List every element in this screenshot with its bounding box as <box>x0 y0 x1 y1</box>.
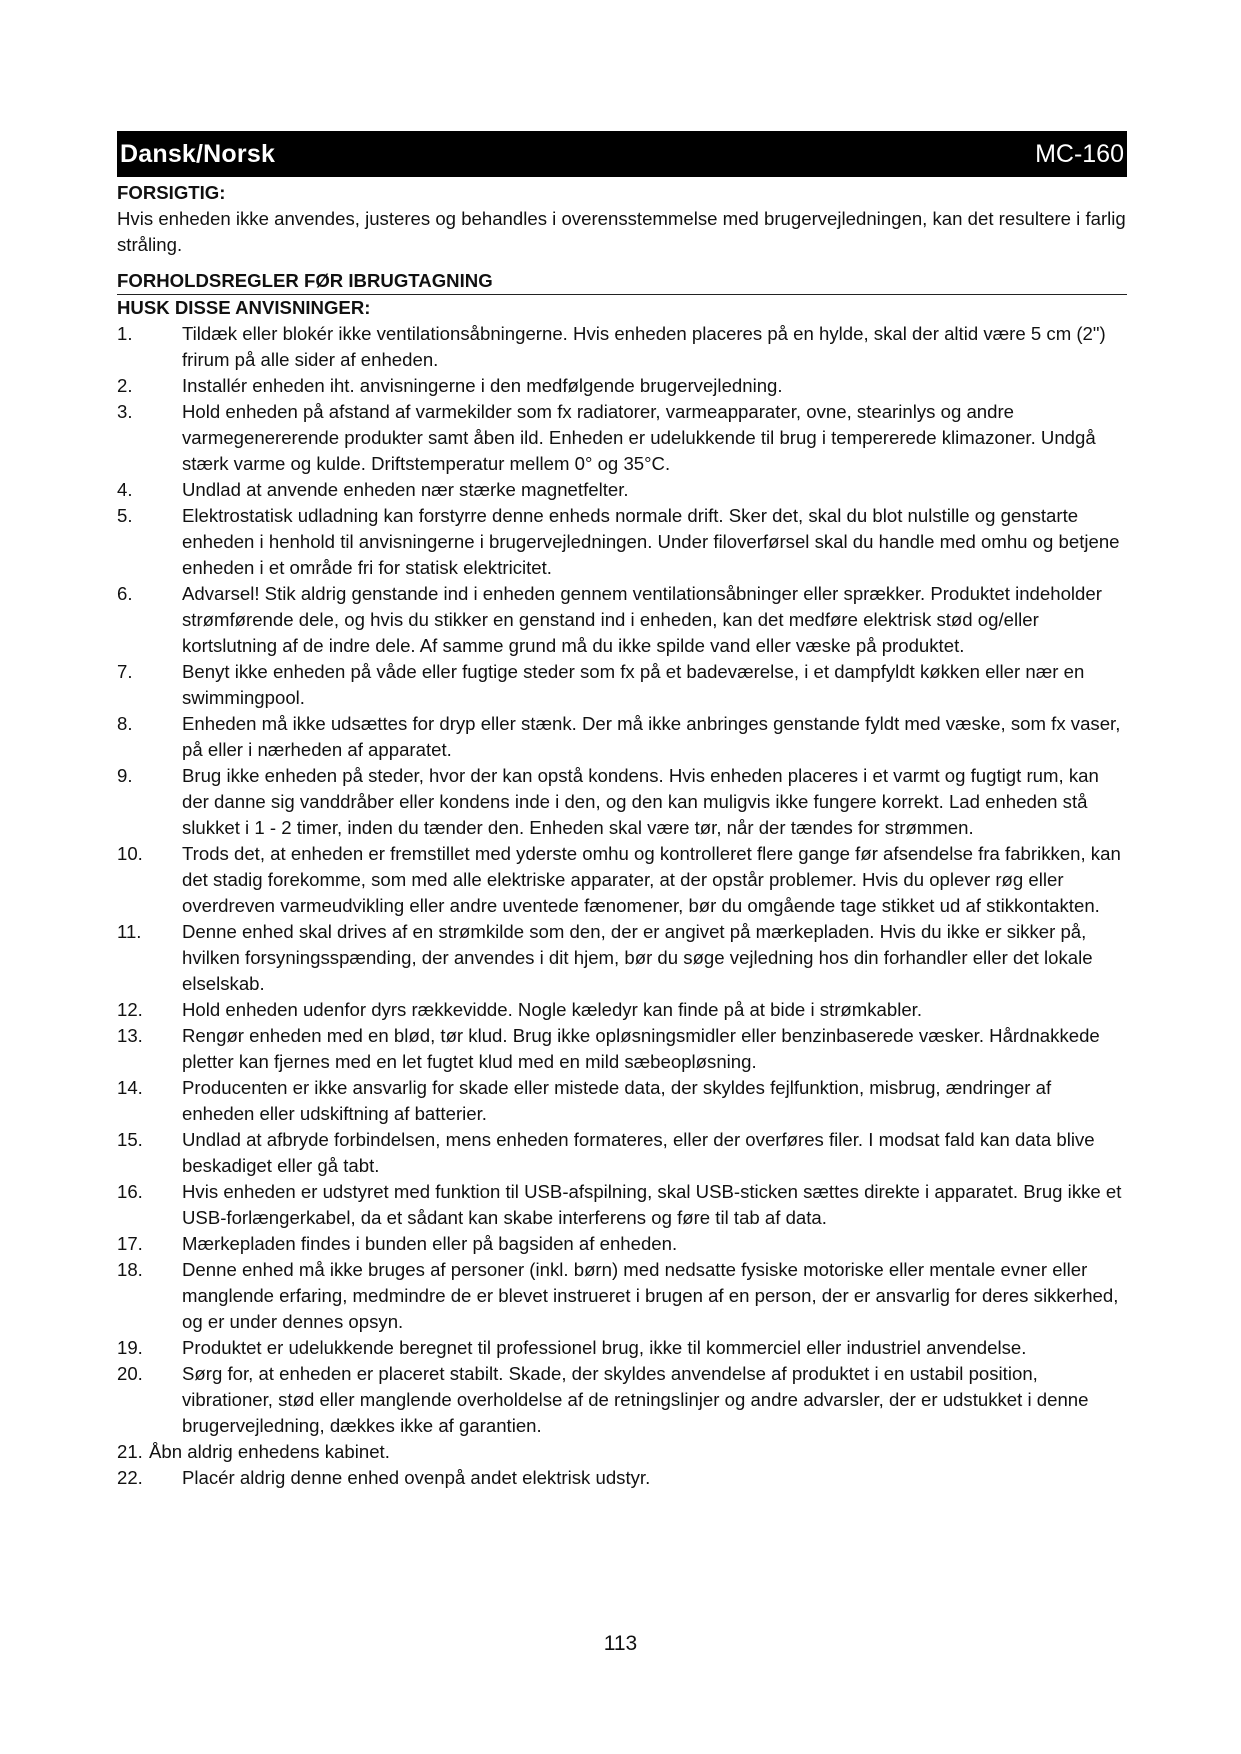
language-title: Dansk/Norsk <box>120 139 276 168</box>
precautions-list <box>117 321 1127 1491</box>
item-text: Enheden må ikke udsættes for dryp eller stænk. Der må ikke anbringes genstande fyldt med væske, som fx vaser, på eller i nærheden af apparatet. <box>182 713 1121 760</box>
item-text: Sørg for, at enheden er placeret stabilt. Skade, der skyldes anvendelse af produktet i en ustabil position, vibrationer, stød eller manglende overholdelse af de retningslinjer og andre advarsler, der er udstukket i denne brugervejledning, dækkes ikke af garantien. <box>182 1363 1089 1436</box>
item-number: 10. <box>117 843 143 864</box>
list-item <box>117 373 1127 399</box>
section-header-bar <box>117 131 1127 177</box>
list-item <box>117 321 1127 373</box>
item-number: 11. <box>117 921 142 942</box>
item-text: Tildæk eller blokér ikke ventilationsåbningerne. Hvis enheden placeres på en hylde, skal der altid være 5 cm (2") frirum på alle sider af enheden. <box>182 323 1106 370</box>
list-item <box>117 399 1127 477</box>
item-number: 21. <box>117 1441 143 1462</box>
list-item <box>117 503 1127 581</box>
item-text: Mærkepladen findes i bunden eller på bagsiden af enheden. <box>182 1233 678 1254</box>
item-number: 8. <box>117 713 133 734</box>
item-text: Hold enheden på afstand af varmekilder som fx radiatorer, varmeapparater, ovne, stearinlys og andre varmegenererende produkter samt åben ild. Enheden er udelukkende til brug i tempererede klimazoner. Undgå stærk varme og kulde. Driftstemperatur mellem 0° og 35°C. <box>182 401 1096 474</box>
item-number: 7. <box>117 661 133 682</box>
list-item <box>117 1127 1127 1179</box>
item-text: Brug ikke enheden på steder, hvor der kan opstå kondens. Hvis enheden placeres i et varmt og fugtigt rum, kan der danne sig vanddråber eller kondens inde i den, og den kan muligvis ikke fungere korrekt. Lad enheden stå slukket i 1 - 2 timer, inden du tænder den. Enheden skal være tør, når der tændes for strømmen. <box>182 765 1099 838</box>
item-number: 4. <box>117 479 133 500</box>
item-text: Rengør enheden med en blød, tør klud. Brug ikke opløsningsmidler eller benzinbaserede væsker. Hårdnakkede pletter kan fjernes med en let fugtet klud med en mild sæbeopløsning. <box>182 1025 1100 1072</box>
precautions-heading: FORHOLDSREGLER FØR IBRUGTAGNING <box>117 270 493 291</box>
item-text: Trods det, at enheden er fremstillet med yderste omhu og kontrolleret flere gange før afsendelse fra fabrikken, kan det stadig forekomme, som med alle elektriske apparater, at der opstår problemer. Hvis du oplever røg eller overdreven varmeudvikling eller andre uventede fænomener, bør du omgående tage stikket ud af stikkontakten. <box>182 843 1121 916</box>
spacer <box>117 258 1127 268</box>
list-item <box>117 763 1127 841</box>
list-item <box>117 711 1127 763</box>
item-text: Elektrostatisk udladning kan forstyrre denne enheds normale drift. Sker det, skal du blot nulstille og genstarte enheden i henhold til anvisningerne i brugervejledningen. Under filoverførsel skal du handle med omhu og betjene enheden i et område fri for statisk elektricitet. <box>182 505 1120 578</box>
item-text: Undlad at afbryde forbindelsen, mens enheden formateres, eller der overføres filer. I modsat fald kan data blive beskadiget eller gå tabt. <box>182 1129 1095 1176</box>
item-number: 14. <box>117 1077 143 1098</box>
item-number: 5. <box>117 505 133 526</box>
list-item <box>117 659 1127 711</box>
list-item <box>117 1335 1127 1361</box>
item-text: Benyt ikke enheden på våde eller fugtige steder som fx på et badeværelse, i et dampfyldt køkken eller nær en swimmingpool. <box>182 661 1085 708</box>
item-number: 3. <box>117 401 133 422</box>
list-item <box>117 581 1127 659</box>
list-item <box>117 1257 1127 1335</box>
item-number: 19. <box>117 1337 143 1358</box>
list-item <box>117 1465 1127 1491</box>
caution-text: Hvis enheden ikke anvendes, justeres og behandles i overensstemmelse med brugervejledningen, kan det resultere i farlig stråling. <box>117 208 1126 255</box>
page-content <box>117 180 1127 1491</box>
list-item <box>117 1023 1127 1075</box>
item-text: Denne enhed må ikke bruges af personer (inkl. børn) med nedsatte fysiske motoriske eller mentale evner eller manglende erfaring, medmindre de er blevet instrueret i brugen af en person, der er ansvarlig for deres sikkerhed, og er under dennes opsyn. <box>182 1259 1119 1332</box>
list-item <box>117 477 1127 503</box>
list-item <box>117 1075 1127 1127</box>
list-item <box>117 1439 1127 1465</box>
item-text: Undlad at anvende enheden nær stærke magnetfelter. <box>182 479 629 500</box>
list-item <box>117 1231 1127 1257</box>
caution-heading: FORSIGTIG: <box>117 182 226 203</box>
item-text: Advarsel! Stik aldrig genstande ind i enheden gennem ventilationsåbninger eller sprækker. Produktet indeholder strømførende dele, og hvis du stikker en genstand ind i enheden, kan det medføre elektrisk stød og/eller kortslutning af de indre dele. Af samme grund må du ikke spilde vand eller væske på produktet. <box>182 583 1102 656</box>
item-number: 9. <box>117 765 133 786</box>
instructions-subheading: HUSK DISSE ANVISNINGER: <box>117 297 371 318</box>
item-text: Denne enhed skal drives af en strømkilde som den, der er angivet på mærkepladen. Hvis du ikke er sikker på, hvilken forsyningsspænding, der anvendes i dit hjem, bør du søge vejledning hos din forhandler eller det lokale elselskab. <box>182 921 1093 994</box>
item-number: 15. <box>117 1129 143 1150</box>
item-text: Hold enheden udenfor dyrs rækkevidde. Nogle kæledyr kan finde på at bide i strømkabler. <box>182 999 923 1020</box>
item-text: Åbn aldrig enhedens kabinet. <box>149 1441 390 1462</box>
page-number: 113 <box>603 1632 638 1655</box>
list-item <box>117 1361 1127 1439</box>
item-number: 16. <box>117 1181 143 1202</box>
item-text: Produktet er udelukkende beregnet til professionel brug, ikke til kommerciel eller industriel anvendelse. <box>182 1337 1027 1358</box>
item-number: 1. <box>117 323 133 344</box>
item-text: Producenten er ikke ansvarlig for skade eller mistede data, der skyldes fejlfunktion, misbrug, ændringer af enheden eller udskiftning af batterier. <box>182 1077 1052 1124</box>
item-number: 6. <box>117 583 133 604</box>
list-item <box>117 1179 1127 1231</box>
item-text: Hvis enheden er udstyret med funktion til USB-afspilning, skal USB-sticken sættes direkte i apparatet. Brug ikke et USB-forlængerkabel, da et sådant kan skabe interferens og føre til tab af data. <box>182 1181 1122 1228</box>
model-number: MC-160 <box>1035 139 1124 168</box>
item-text: Installér enheden iht. anvisningerne i den medfølgende brugervejledning. <box>182 375 783 396</box>
item-number: 13. <box>117 1025 143 1046</box>
item-number: 18. <box>117 1259 143 1280</box>
item-number: 17. <box>117 1233 143 1254</box>
list-item <box>117 919 1127 997</box>
list-item <box>117 997 1127 1023</box>
item-text: Placér aldrig denne enhed ovenpå andet elektrisk udstyr. <box>182 1467 651 1488</box>
list-item <box>117 841 1127 919</box>
item-number: 22. <box>117 1467 143 1488</box>
item-number: 20. <box>117 1363 143 1384</box>
item-number: 2. <box>117 375 133 396</box>
item-number: 12. <box>117 999 143 1020</box>
